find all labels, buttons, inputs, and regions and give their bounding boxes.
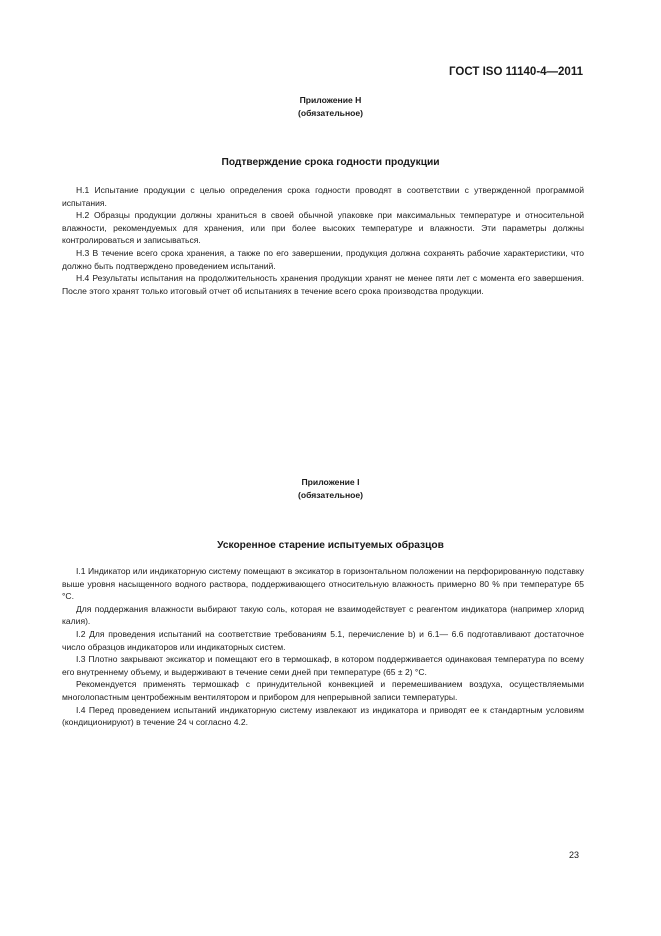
annex-i-body xyxy=(62,565,584,729)
paragraph-h4: Н.4 Результаты испытания на продолжительность хранения продукции хранят не менее пяти лет с момента его завершения. После этого хранят только итоговый отчет об испытаниях в течение всего срока производства продукции. xyxy=(62,273,584,296)
annex-i-label xyxy=(0,476,661,501)
paragraph-i3-note: Рекомендуется применять термошкаф с принудительной конвекцией и перемешиванием воздуха, осуществляемыми многолопастным центробежным вентилятором и прибором для непрерывной записи температуры. xyxy=(62,679,584,702)
document-standard-header: ГОСТ ISO 11140-4—2011 xyxy=(449,66,583,78)
paragraph-i2: I.2 Для проведения испытаний на соответствие требованиям 5.1, перечисление b) и 6.1— 6.6 подготавливают достаточное число образцов индикаторов или индикаторных систем. xyxy=(62,628,584,652)
paragraph-i4: I.4 Перед проведением испытаний индикаторную систему извлекают из индикатора и приводят ее к стандартным условиям (кондиционируют) в течение 24 ч согласно 4.2. xyxy=(62,704,584,728)
paragraph-h3: Н.3 В течение всего срока хранения, а также по его завершении, продукция должна сохранять рабочие характеристики, что должно быть подтверждено проведением испытаний. xyxy=(62,247,584,271)
page-number: 23 xyxy=(568,850,579,860)
annex-h-label xyxy=(0,94,661,119)
paragraph-i3: I.3 Плотно закрывают эксикатор и помещают его в термошкаф, в котором поддерживается одинаковая температура по всему его внутреннему объему, и выдерживают в течение семи дней при температуре (65 ± 2) °С. xyxy=(62,654,584,677)
annex-i-status: (обязательное) xyxy=(297,489,364,500)
annex-h-body xyxy=(62,184,584,297)
annex-i-title: Приложение I xyxy=(301,477,360,487)
annex-h-heading: Подтверждение срока годности продукции xyxy=(221,157,440,168)
paragraph-i1-note: Для поддержания влажности выбирают такую соль, которая не взаимодействует с реагентом индикатора (например хлорид калия). xyxy=(62,603,584,627)
annex-h-title: Приложение Н xyxy=(299,95,362,105)
paragraph-h1: Н.1 Испытание продукции с целью определения срока годности проводят в соответствии с утвержденной программой испытания. xyxy=(62,185,584,208)
paragraph-h2: Н.2 Образцы продукции должны храниться в своей обычной упаковке при максимальных температуре и относительной влажности, рекомендуемых для хранения, или при более высоких температуре и влажности. Эти параметры должны контролироваться и записываться. xyxy=(62,210,584,246)
annex-i-heading: Ускоренное старение испытуемых образцов xyxy=(217,540,444,551)
annex-h-status: (обязательное) xyxy=(297,107,364,118)
paragraph-i1: I.1 Индикатор или индикаторную систему помещают в эксикатор в горизонтальном положении на перфорированную подставку выше уровня насыщенного водного раствора, поддерживающего относительную влажность примерно 80 % при температуре 65 °С. xyxy=(62,566,584,602)
